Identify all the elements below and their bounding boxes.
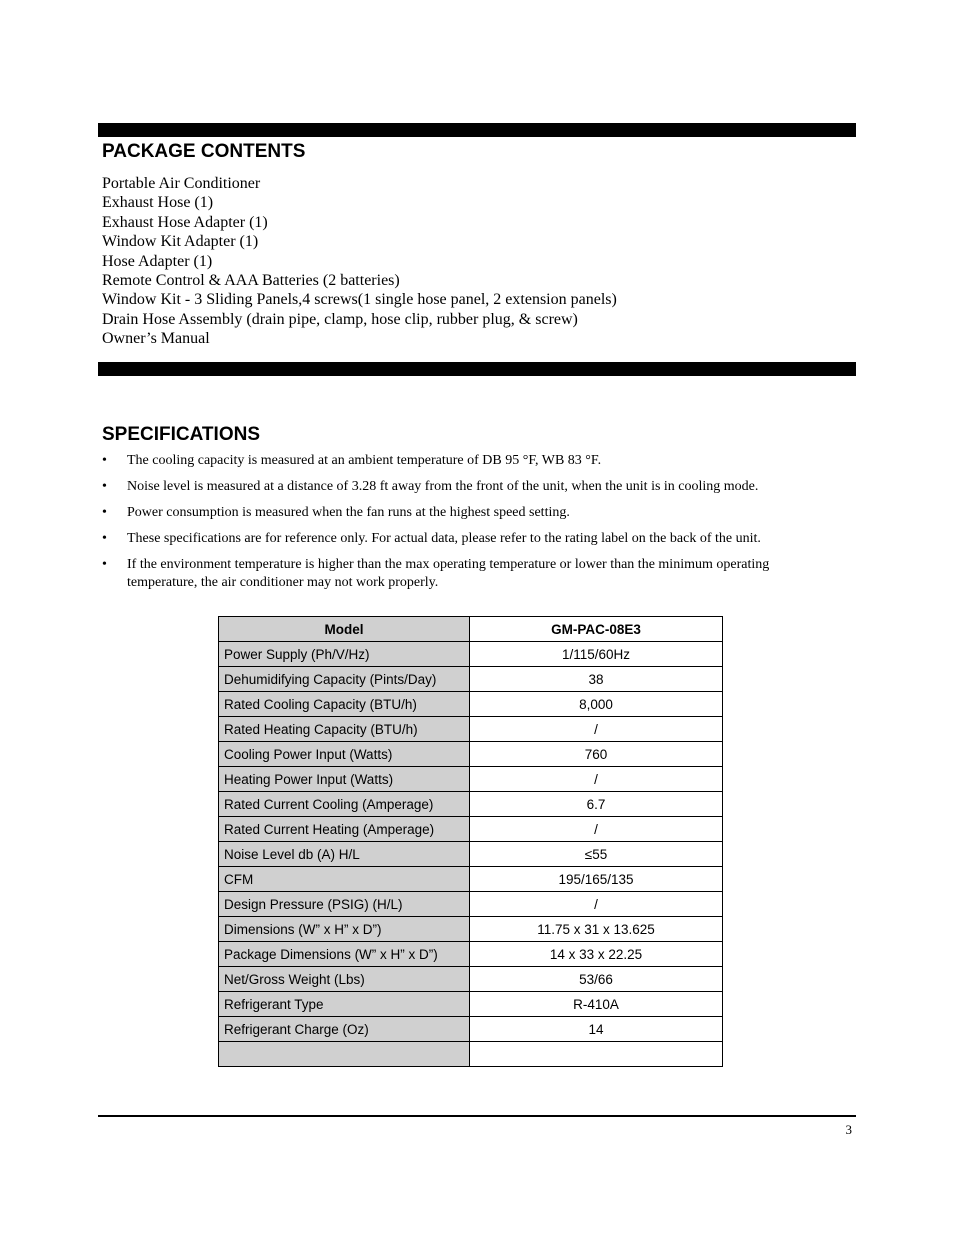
specifications-table bbox=[218, 616, 723, 1067]
list-item bbox=[102, 530, 842, 548]
header-cell-model-number: GM-PAC-08E3 bbox=[470, 617, 723, 642]
list-item: Portable Air Conditioner bbox=[102, 175, 261, 192]
spec-value: R-410A bbox=[470, 992, 723, 1017]
list-item: Window Kit - 3 Sliding Panels,4 screws(1 single hose panel, 2 extension panels) bbox=[102, 291, 617, 309]
spec-value: 11.75 x 31 x 13.625 bbox=[470, 917, 723, 942]
table-row bbox=[219, 892, 723, 917]
table-row bbox=[219, 742, 723, 767]
note-text: If the environment temperature is higher than the max operating temperature or lower than the minimum operating temperature, the air conditioner may not work properly. bbox=[127, 557, 770, 590]
spec-label: Design Pressure (PSIG) (H/L) bbox=[219, 892, 470, 917]
spec-label bbox=[219, 1042, 470, 1067]
spec-label: Refrigerant Type bbox=[219, 992, 470, 1017]
table-row bbox=[219, 817, 723, 842]
spec-value: ≤55 bbox=[470, 842, 723, 867]
spec-label: CFM bbox=[219, 867, 470, 892]
spec-value: 8,000 bbox=[470, 692, 723, 717]
spec-value: / bbox=[470, 767, 723, 792]
header-cell-model: Model bbox=[219, 617, 470, 642]
list-item: Window Kit Adapter (1) bbox=[102, 233, 259, 251]
list-item: Exhaust Hose (1) bbox=[102, 194, 214, 212]
table-row bbox=[219, 842, 723, 867]
list-item bbox=[102, 478, 842, 496]
bullet-icon: • bbox=[102, 505, 107, 520]
spec-value: 6.7 bbox=[470, 792, 723, 817]
spec-value: 760 bbox=[470, 742, 723, 767]
note-text: The cooling capacity is measured at an ambient temperature of DB 95 °F, WB 83 °F. bbox=[127, 453, 602, 468]
list-item: Hose Adapter (1) bbox=[102, 252, 213, 270]
specification-notes-list bbox=[102, 452, 842, 600]
spec-value: / bbox=[470, 892, 723, 917]
spec-label: Heating Power Input (Watts) bbox=[219, 767, 470, 792]
table-row bbox=[219, 1017, 723, 1042]
table-row bbox=[219, 792, 723, 817]
spec-label: Noise Level db (A) H/L bbox=[219, 842, 470, 867]
list-item: Owner’s Manual bbox=[102, 330, 210, 348]
page-number: 3 bbox=[845, 1122, 852, 1137]
package-contents-heading: PACKAGE CONTENTS bbox=[102, 141, 306, 162]
spec-value: 38 bbox=[470, 667, 723, 692]
table-row bbox=[219, 867, 723, 892]
middle-divider-bar bbox=[98, 362, 856, 376]
spec-value: 195/165/135 bbox=[470, 867, 723, 892]
list-item bbox=[102, 556, 842, 592]
footer-rule bbox=[98, 1115, 856, 1117]
top-divider-bar bbox=[98, 123, 856, 137]
spec-label: Dehumidifying Capacity (Pints/Day) bbox=[219, 667, 470, 692]
table-row bbox=[219, 717, 723, 742]
table-row bbox=[219, 767, 723, 792]
spec-label: Dimensions (W” x H” x D”) bbox=[219, 917, 470, 942]
spec-value: / bbox=[470, 717, 723, 742]
table-row bbox=[219, 642, 723, 667]
table-row bbox=[219, 917, 723, 942]
table-row bbox=[219, 942, 723, 967]
spec-label: Package Dimensions (W” x H” x D”) bbox=[219, 942, 470, 967]
table-row bbox=[219, 1042, 723, 1067]
spec-value: 14 x 33 x 22.25 bbox=[470, 942, 723, 967]
spec-label: Cooling Power Input (Watts) bbox=[219, 742, 470, 767]
spec-label: Refrigerant Charge (Oz) bbox=[219, 1017, 470, 1042]
spec-label: Rated Cooling Capacity (BTU/h) bbox=[219, 692, 470, 717]
bullet-icon: • bbox=[102, 557, 107, 572]
spec-value: 14 bbox=[470, 1017, 723, 1042]
note-text: These specifications are for reference only. For actual data, please refer to the rating label on the back of the unit. bbox=[127, 531, 761, 546]
spec-label: Rated Current Heating (Amperage) bbox=[219, 817, 470, 842]
bullet-icon: • bbox=[102, 453, 107, 468]
note-text: Noise level is measured at a distance of 3.28 ft away from the front of the unit, when the unit is in cooling mode. bbox=[127, 479, 759, 494]
list-item: Drain Hose Assembly (drain pipe, clamp, hose clip, rubber plug, & screw) bbox=[102, 310, 578, 328]
spec-value: 1/115/60Hz bbox=[470, 642, 723, 667]
list-item: Exhaust Hose Adapter (1) bbox=[102, 213, 268, 231]
table-header-row bbox=[219, 617, 723, 642]
spec-value: 53/66 bbox=[470, 967, 723, 992]
list-item bbox=[102, 452, 842, 470]
table-row bbox=[219, 667, 723, 692]
package-contents-list bbox=[102, 174, 617, 349]
spec-label: Rated Heating Capacity (BTU/h) bbox=[219, 717, 470, 742]
specifications-heading: SPECIFICATIONS bbox=[102, 424, 260, 445]
table-row bbox=[219, 967, 723, 992]
note-text: Power consumption is measured when the fan runs at the highest speed setting. bbox=[127, 505, 570, 520]
table-row bbox=[219, 692, 723, 717]
bullet-icon: • bbox=[102, 479, 107, 494]
list-item bbox=[102, 504, 842, 522]
spec-value: / bbox=[470, 817, 723, 842]
bullet-icon: • bbox=[102, 531, 107, 546]
spec-label: Net/Gross Weight (Lbs) bbox=[219, 967, 470, 992]
spec-value bbox=[470, 1042, 723, 1067]
spec-label: Rated Current Cooling (Amperage) bbox=[219, 792, 470, 817]
spec-label: Power Supply (Ph/V/Hz) bbox=[219, 642, 470, 667]
table-row bbox=[219, 992, 723, 1017]
list-item: Remote Control & AAA Batteries (2 batteries) bbox=[102, 271, 400, 289]
